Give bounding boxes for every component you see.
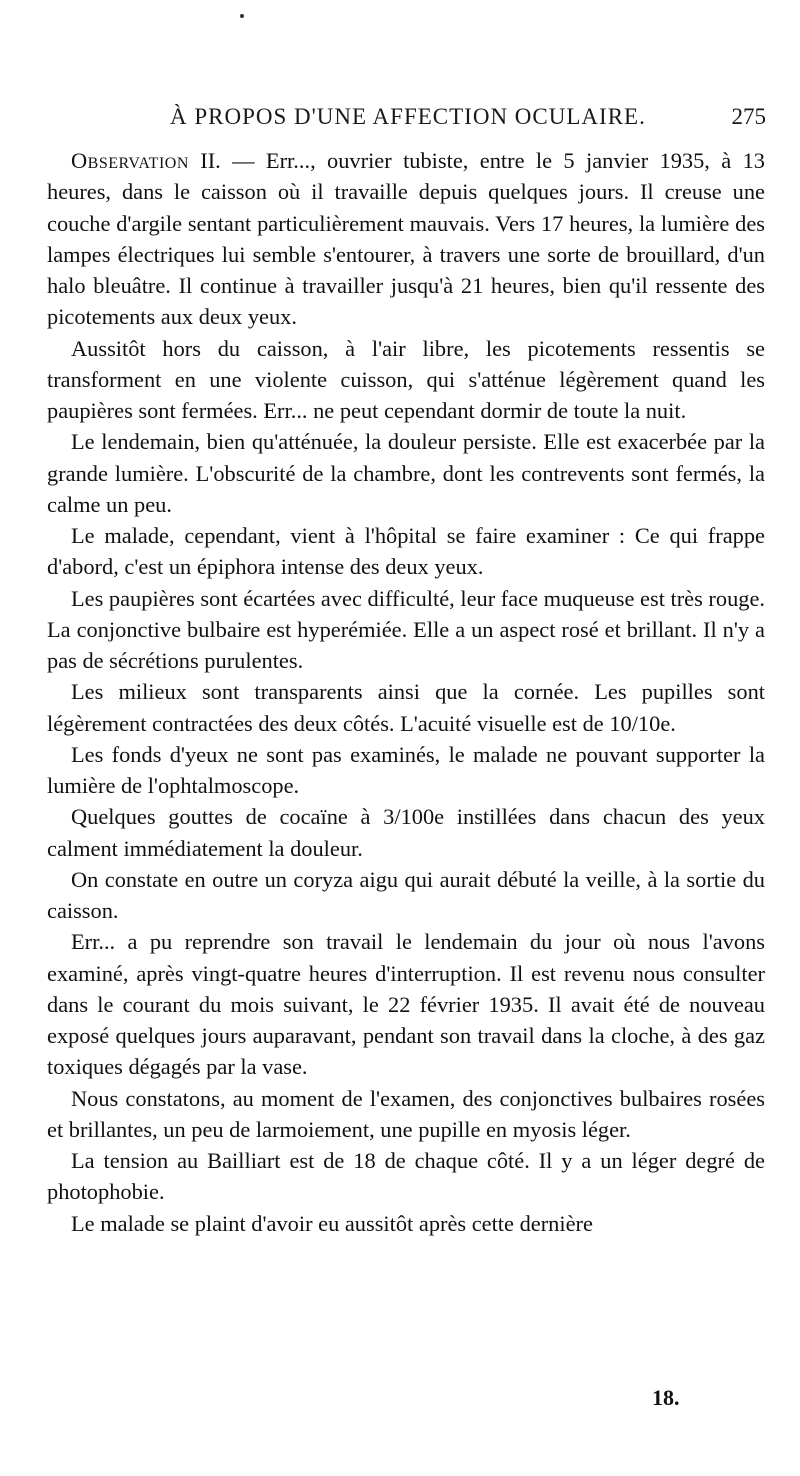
running-head xyxy=(0,100,800,140)
paragraph: On constate en outre un coryza aigu qui aurait débuté la veille, à la sortie du caisson. xyxy=(47,866,765,923)
observation-label: Observation xyxy=(71,148,189,173)
paragraph: Le malade se plaint d'avoir eu aussitôt après cette dernière xyxy=(71,1210,593,1236)
paragraph: Aussitôt hors du caisson, à l'air libre, les picotements ressentis se transforment en une violente cuisson, qui s'atténue légèrement quand les paupières sont fermées. Err... ne peut cependant dormir de toute la nuit. xyxy=(47,335,765,423)
page-number: 275 xyxy=(731,104,766,129)
paragraph: Les fonds d'yeux ne sont pas examinés, le malade ne pouvant supporter la lumière de l'ophtalmoscope. xyxy=(47,741,765,798)
paragraph-observation xyxy=(47,145,765,333)
observation-text: II. — Err..., ouvrier tubiste, entre le 5 janvier 1935, à 13 heures, dans le caisson où il travaille depuis quelques jours. Il creuse une couche d'argile sentant particulièrement mauvais. Vers 17 heures, la lumière des lampes électriques lui semble s'entourer, à travers une sorte de brouillard, d'un halo bleuâtre. Il continue à travailler jusqu'à 21 heures, bien qu'il ressente des picotements aux deux yeux. xyxy=(47,148,765,330)
paragraph: Le lendemain, bien qu'atténuée, la douleur persiste. Elle est exacerbée par la grande lumière. L'obscurité de la chambre, dont les contrevents sont fermés, la calme un peu. xyxy=(47,429,765,517)
paragraph: Les paupières sont écartées avec difficulté, leur face muqueuse est très rouge. La conjonctive bulbaire est hyperémiée. Elle a un aspect rosé et brillant. Il n'y a pas de sécrétions purulentes. xyxy=(47,585,766,673)
paragraph: La tension au Bailliart est de 18 de chaque côté. Il y a un léger degré de photophobie. xyxy=(47,1148,765,1205)
running-title: À PROPOS D'UNE AFFECTION OCULAIRE. xyxy=(170,104,646,129)
paragraph: Le malade, cependant, vient à l'hôpital se faire examiner : Ce qui frappe d'abord, c'est un épiphora intense des deux yeux. xyxy=(47,523,765,580)
ink-speck xyxy=(240,14,244,18)
paragraph: Les milieux sont transparents ainsi que la cornée. Les pupilles sont légèrement contractées des deux côtés. L'acuité visuelle est de 10/10e. xyxy=(47,679,765,736)
paragraph: Nous constatons, au moment de l'examen, des conjonctives bulbaires rosées et brillantes, un peu de larmoiement, une pupille en myosis léger. xyxy=(47,1085,765,1142)
paragraph: Quelques gouttes de cocaïne à 3/100e instillées dans chacun des yeux calment immédiatement la douleur. xyxy=(47,804,765,861)
paragraph: Err... a pu reprendre son travail le lendemain du jour où nous l'avons examiné, après vingt-quatre heures d'interruption. Il est revenu nous consulter dans le courant du mois suivant, le 22 février 1935. Il avait été de nouveau exposé quelques jours auparavant, pendant son travail dans la cloche, à des gaz toxiques dégagés par la vase. xyxy=(47,929,765,1080)
body-text xyxy=(47,145,765,1239)
signature-mark: 18. xyxy=(652,1385,680,1410)
